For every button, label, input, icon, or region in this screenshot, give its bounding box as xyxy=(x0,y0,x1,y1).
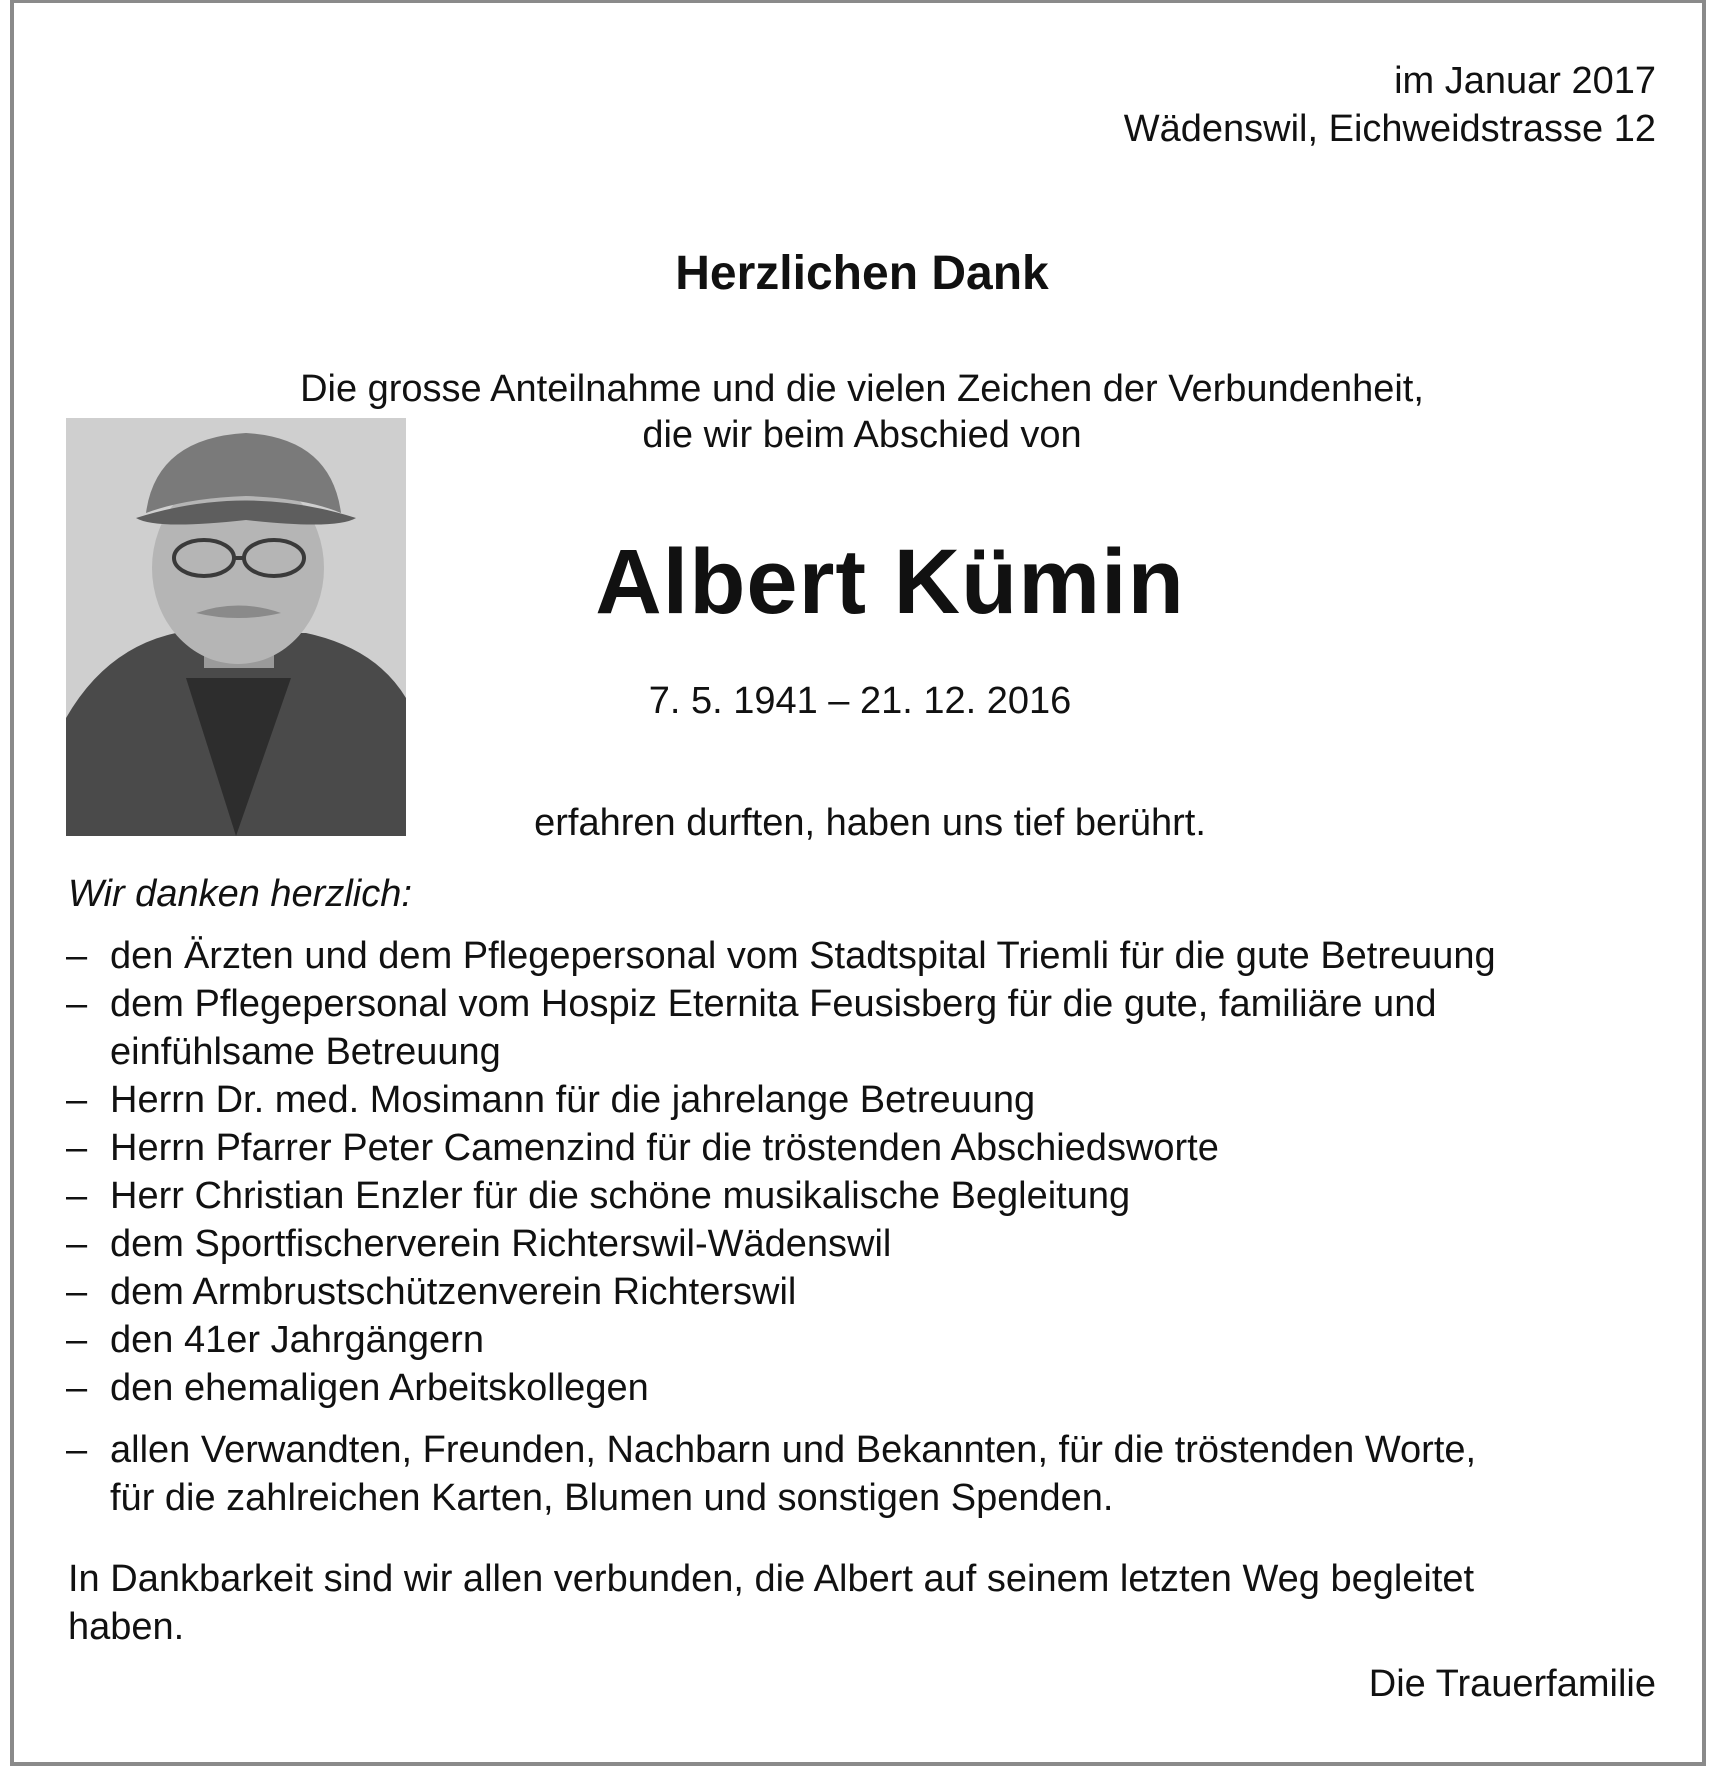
notice-date: im Januar 2017 xyxy=(1394,60,1656,102)
thanks-item-line: für die zahlreichen Karten, Blumen und sonstigen Spenden. xyxy=(110,1477,1114,1519)
thanks-item-line: Herrn Dr. med. Mosimann für die jahrelange Betreuung xyxy=(110,1079,1036,1121)
list-dash: – xyxy=(66,935,88,977)
deceased-name: Albert Kümin xyxy=(595,531,1185,633)
intro-line-2: die wir beim Abschied von xyxy=(642,414,1082,456)
thanks-item xyxy=(66,1076,1666,1124)
thanks-item-line: Herrn Pfarrer Peter Camenzind für die tröstenden Abschiedsworte xyxy=(110,1127,1219,1169)
list-dash: – xyxy=(66,1271,88,1313)
list-dash: – xyxy=(66,1319,88,1361)
thanks-item-line: dem Armbrustschützenverein Richterswil xyxy=(110,1271,797,1313)
notice-address: Wädenswil, Eichweidstrasse 12 xyxy=(1123,108,1656,150)
final-text-line-2: haben. xyxy=(68,1606,185,1648)
thanks-item xyxy=(66,1268,1666,1316)
thanks-item xyxy=(66,1124,1666,1172)
thanks-item xyxy=(66,1172,1666,1220)
deceased-lifespan: 7. 5. 1941 – 21. 12. 2016 xyxy=(648,680,1072,722)
thanks-item-line: einfühlsame Betreuung xyxy=(110,1031,501,1073)
portrait-photo xyxy=(66,418,406,836)
thanks-item xyxy=(66,1364,1666,1412)
list-dash: – xyxy=(66,1175,88,1217)
intro-line-1: Die grosse Anteilnahme und die vielen Zeichen der Verbundenheit, xyxy=(300,368,1424,410)
thanks-heading: Wir danken herzlich: xyxy=(68,873,412,915)
thanks-item-line: den Ärzten und dem Pflegepersonal vom Stadtspital Triemli für die gute Betreuung xyxy=(110,935,1496,977)
final-text xyxy=(68,1555,1668,1651)
thanks-item-line: dem Pflegepersonal vom Hospiz Eternita Feusisberg für die gute, familiäre und xyxy=(110,983,1437,1025)
thanks-item-line: den ehemaligen Arbeitskollegen xyxy=(110,1367,649,1409)
thanks-item xyxy=(66,1316,1666,1364)
thanks-list xyxy=(66,932,1666,1522)
thanks-item-line: Herr Christian Enzler für die schöne musikalische Begleitung xyxy=(110,1175,1131,1217)
thanks-item-line: den 41er Jahrgängern xyxy=(110,1319,484,1361)
thanks-item xyxy=(66,1426,1666,1522)
list-dash: – xyxy=(66,1429,88,1471)
thanks-item-line: dem Sportfischerverein Richterswil-Wädenswil xyxy=(110,1223,892,1265)
thanks-item xyxy=(66,980,1666,1076)
list-dash: – xyxy=(66,1367,88,1409)
list-dash: – xyxy=(66,1223,88,1265)
thanks-item xyxy=(66,932,1666,980)
thanks-item xyxy=(66,1220,1666,1268)
thanks-item-line: allen Verwandten, Freunden, Nachbarn und Bekannten, für die tröstenden Worte, xyxy=(110,1429,1477,1471)
notice-title: Herzlichen Dank xyxy=(675,247,1049,300)
signature: Die Trauerfamilie xyxy=(1368,1663,1656,1705)
list-dash: – xyxy=(66,983,88,1025)
list-dash: – xyxy=(66,1079,88,1121)
final-text-line-1: In Dankbarkeit sind wir allen verbunden, die Albert auf seinem letzten Weg begleitet xyxy=(68,1558,1475,1600)
closing-line: erfahren durften, haben uns tief berührt. xyxy=(534,802,1206,844)
list-dash: – xyxy=(66,1127,88,1169)
